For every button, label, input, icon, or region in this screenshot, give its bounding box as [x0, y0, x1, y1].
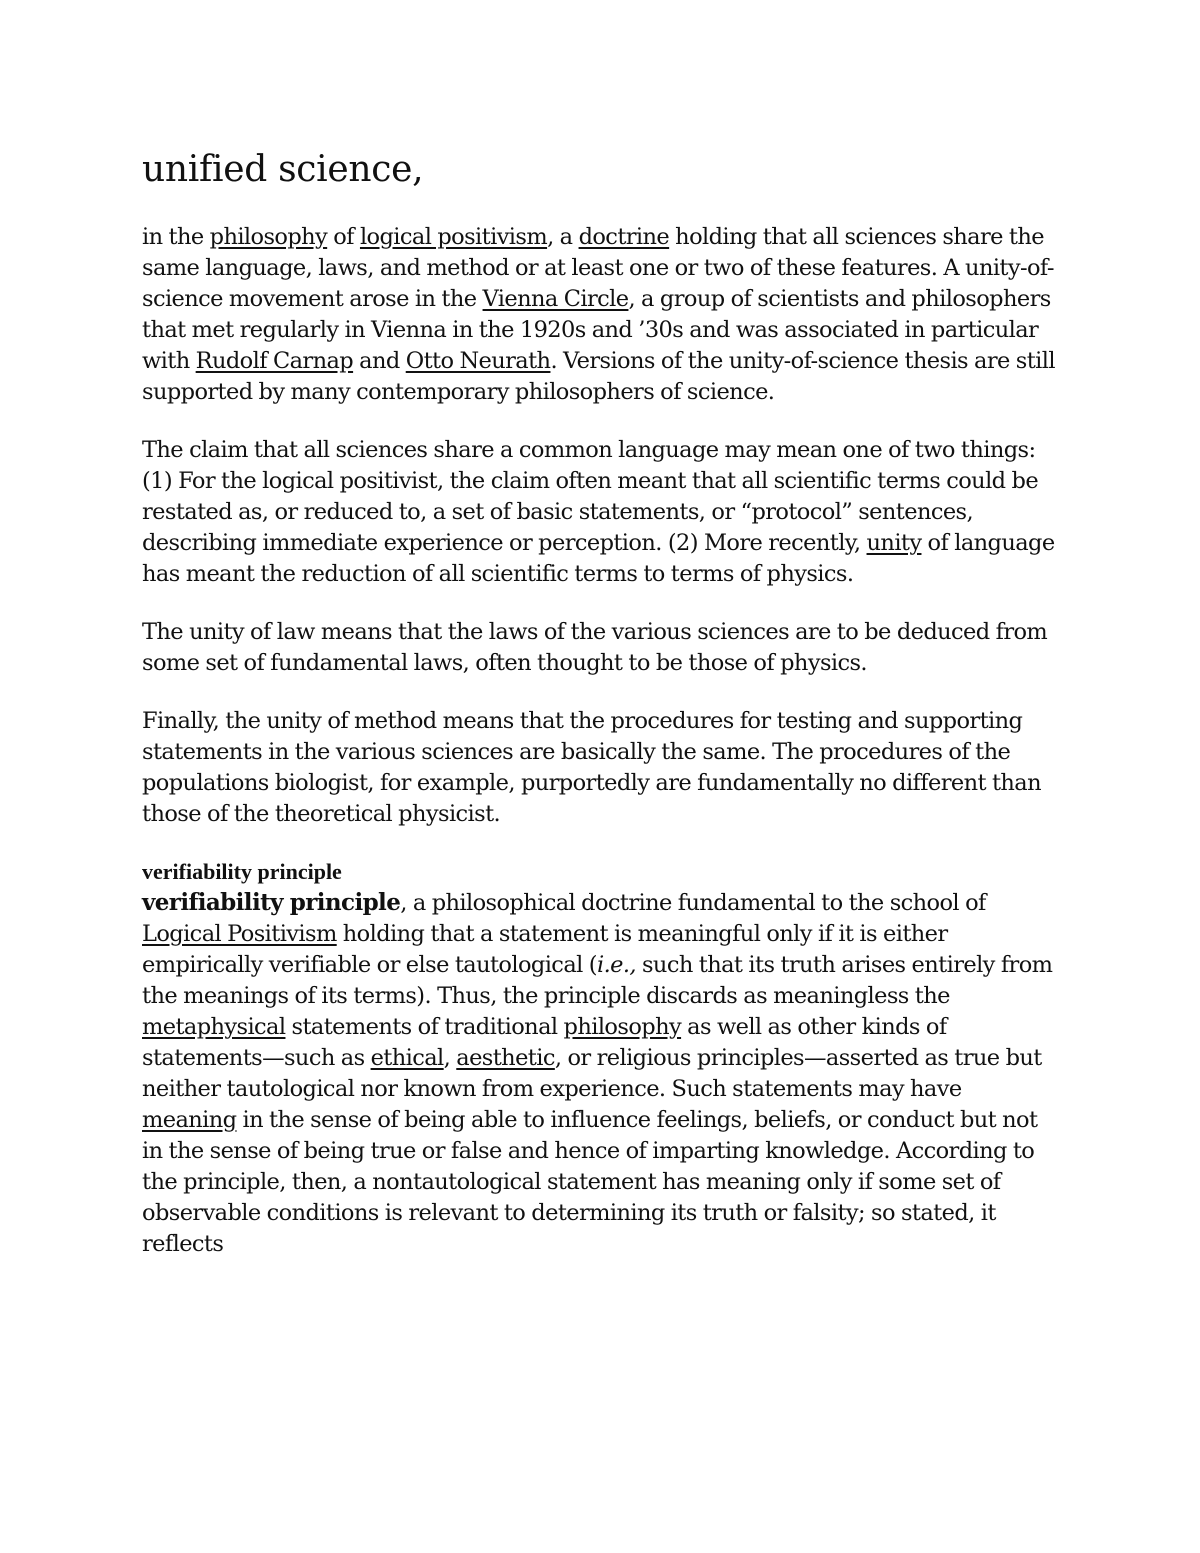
paragraph-common-language — [142, 435, 1062, 590]
italic-ie: i.e., — [596, 952, 636, 978]
link-metaphysical[interactable]: metaphysical — [142, 1014, 286, 1040]
link-logical-positivism[interactable]: logical positivism — [359, 224, 548, 250]
text: such that its truth arises entirely from the meanings of its terms). Thus, the principle discards as meaningless the — [142, 952, 1053, 1009]
page-title: unified science, — [142, 149, 424, 190]
link-meaning[interactable]: meaning — [142, 1107, 237, 1133]
document-page — [142, 148, 1062, 1260]
text: . Versions of the unity-of-science thesis are still supported by many contemporary philosophers of science. — [142, 348, 1055, 405]
link-logical-positivism-2[interactable]: Logical Positivism — [142, 921, 337, 947]
text: , a philosophical doctrine fundamental to the school of — [400, 890, 986, 916]
lead-term: verifiability principle — [142, 889, 401, 916]
text: holding that a statement is meaningful only if it is either empirically verifiable or else tautological ( — [142, 921, 948, 978]
link-philosophy[interactable]: philosophy — [209, 224, 328, 250]
link-ethical[interactable]: ethical — [370, 1045, 444, 1071]
link-philosophy-2[interactable]: philosophy — [563, 1014, 682, 1040]
text: as well as other kinds of statements—such as — [142, 1014, 947, 1071]
link-rudolf-carnap[interactable]: Rudolf Carnap — [195, 348, 354, 374]
text: of — [327, 224, 360, 250]
text: holding that all sciences share the same language, laws, and method or at least one or two of these features. A unity-of-science movement arose in the — [142, 224, 1054, 312]
text: The claim that all sciences share a common language may mean one of two things: (1) For the logical positivist, the claim often meant that all scientific terms could be restated as, or reduced to, a set of basic statements, or “protocol” sentences, describing immediate experience or perception. (2) More recently, — [142, 437, 1039, 556]
link-aesthetic[interactable]: aesthetic — [456, 1045, 555, 1071]
text: , or religious principles—asserted as true but neither tautological nor known from experience. Such statements may have — [142, 1045, 1042, 1102]
link-vienna-circle[interactable]: Vienna Circle — [482, 286, 629, 312]
text: , a group of scientists and philosophers that met regularly in Vienna in the 1920s and ’30s and was associated in particular with — [142, 286, 1051, 374]
text: statements of traditional — [285, 1014, 564, 1040]
paragraph-definition — [142, 222, 1062, 408]
text: , a — [547, 224, 579, 250]
link-unity[interactable]: unity — [866, 530, 922, 556]
text: in the — [142, 224, 210, 250]
text: of language has meant the reduction of all scientific terms to terms of physics. — [142, 530, 1055, 587]
text: in the sense of being able to influence feelings, beliefs, or conduct but not in the sense of being true or false and hence of imparting knowledge. According to the principle, then, a nontautological statement has meaning only if some set of observable conditions is relevant to determining its truth or falsity; so stated, it reflects — [142, 1107, 1038, 1257]
text: and — [353, 348, 406, 374]
paragraph-unity-of-law: The unity of law means that the laws of the various sciences are to be deduced from some set of fundamental laws, often thought to be those of physics. — [142, 619, 1048, 676]
paragraph-verifiability — [142, 887, 1062, 1260]
section-heading: verifiability principle — [142, 859, 342, 884]
text: , — [443, 1045, 457, 1071]
link-doctrine[interactable]: doctrine — [578, 224, 670, 250]
link-otto-neurath[interactable]: Otto Neurath — [405, 348, 551, 374]
paragraph-unity-of-method: Finally, the unity of method means that the procedures for testing and supporting statements in the various sciences are basically the same. The procedures of the populations biologist, for example, purportedly are fundamentally no different than those of the theoretical physicist. — [142, 708, 1042, 827]
